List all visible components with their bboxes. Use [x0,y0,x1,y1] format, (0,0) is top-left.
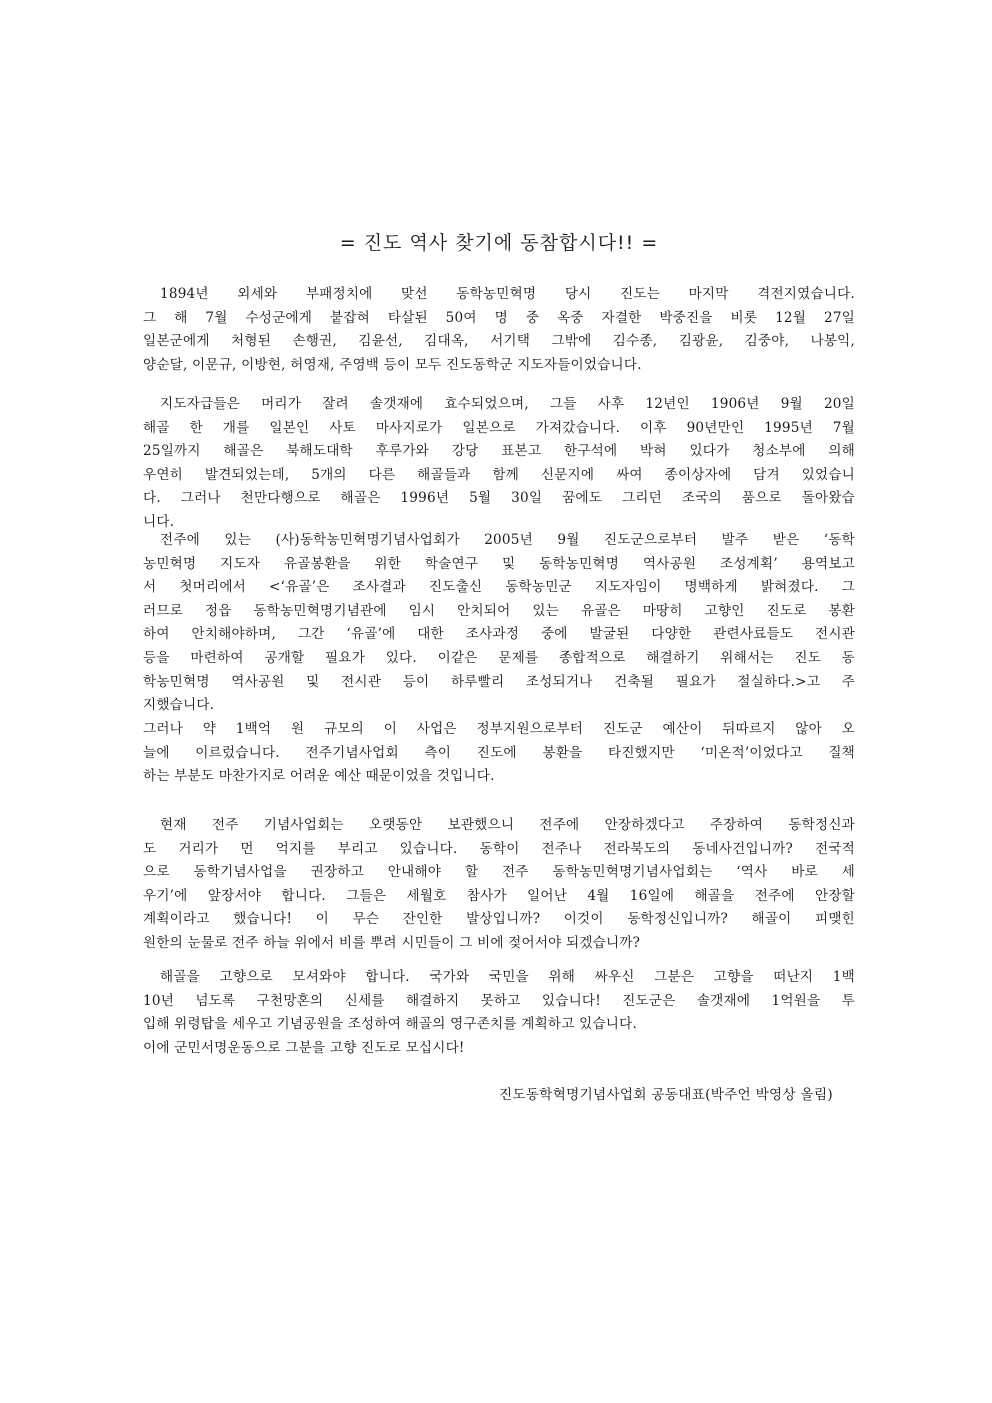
text-line: 다. 그러나 천만다행으로 해골은 1996년 5월 30일 꿈에도 그리던 조국의 품으로 돌아왔습 [143,490,855,507]
text-line: 해골을 고향으로 모셔와야 합니다. 국가와 국민을 위해 싸우신 그분은 고향을 떠난지 1백 [160,969,855,985]
text-line: 이에 군민서명운동으로 그분을 고향 진도로 모십시다! [143,1039,465,1056]
text-line: 우기’에 앞장서야 합니다. 그들은 세월호 참사가 일어난 4월 16일에 해골을 전주에 안장할 [143,887,855,904]
text-line: 우연히 발견되었는데, 5개의 다른 해골들과 함께 신문지에 싸여 종이상자에 담겨 있었습니 [143,466,855,483]
text-line: 지도자급들은 머리가 잘려 솔갯재에 효수되었으며, 그들 사후 12년인 1906년 9월 20일 [160,396,855,412]
text-line: 현재 전주 기념사업회는 오랫동안 보관했으니 전주에 안장하겠다고 주장하여 동학정신과 [160,817,855,833]
text-line: 25일까지 해골은 북해도대학 후루가와 강당 표본고 한구석에 박혀 있다가 청소부에 의해 [143,443,855,460]
text-line: 입해 위령탑을 세우고 기념공원을 조성하여 해골의 영구존치를 계획하고 있습니다. [143,1016,637,1033]
text-line: 양순달, 이문규, 이방현, 허영재, 주영백 등이 모두 진도동학군 지도자들이었습니다. [143,356,642,373]
paragraph-4 [143,718,855,789]
text-line: 해골 한 개를 일본인 사토 마사지로가 일본으로 가져갔습니다. 이후 90년만인 1995년 7월 [143,419,855,436]
text-line: 일본군에게 처형된 손행권, 김윤선, 김대옥, 서기택 그밖에 김수종, 김광윤, 김중야, 나봉익, [143,333,855,350]
text-line: 계획이라고 했습니다! 이 무슨 잔인한 발상입니까? 이것이 동학정신입니까? 해골이 피맺힌 [143,911,855,928]
text-line: 니다. [143,513,175,530]
text-line: 그러나 약 1백억 원 규모의 이 사업은 정부지원으로부터 진도군 예산이 뒤따르지 않아 오 [143,721,855,737]
text-line: 지했습니다. [143,697,215,714]
text-line: 늘에 이르렀습니다. 전주기념사업회 측이 진도에 봉환을 타진했지만 ‘미온적’이었다고 질책 [143,744,855,761]
text-line: 전주에 있는 (사)동학농민혁명기념사업회가 2005년 9월 진도군으로부터 발주 받은 ‘동학 [160,532,855,548]
paragraph-5 [143,814,855,956]
text-line: 하는 부분도 마찬가지로 어려운 예산 때문이었을 것입니다. [143,768,495,785]
text-line: 1894년 외세와 부패정치에 맞선 동학농민혁명 당시 진도는 마지막 격전지였습니다. [160,286,855,302]
text-line: 도 거리가 먼 억지를 부리고 있습니다. 동학이 전주나 전라북도의 동네사건입니까? 전국적 [143,840,855,857]
text-line: 원한의 눈물로 전주 하늘 위에서 비를 뿌려 시민들이 그 비에 젖어서야 되겠습니까? [143,934,641,951]
text-line: 러므로 정읍 동학농민혁명기념관에 임시 안치되어 있는 유골은 마땅히 고향인 진도로 봉환 [143,602,855,619]
text-line: 10년 넘도록 구천망혼의 신세를 해결하지 못하고 있습니다! 진도군은 솔갯재에 1억원을 투 [143,992,855,1009]
text-line: 농민혁명 지도자 유골봉환을 위한 학술연구 및 동학농민혁명 역사공원 조성계획’ 용역보고 [143,555,855,572]
paragraph-6 [143,966,855,1060]
document-title: = 진도 역사 찾기에 동참합시다!! = [339,232,659,254]
text-line: 학농민혁명 역사공원 및 전시관 등이 하루빨리 조성되거나 건축될 필요가 절실하다.>고 주 [143,673,855,690]
text-line: 서 첫머리에서 <‘유골’은 조사결과 진도출신 동학농민군 지도자임이 명백하게 밝혀졌다. 그 [143,579,855,596]
signature: 진도동학혁명기념사업회 공동대표(박주언 박영상 올림) [499,1087,833,1103]
paragraph-1 [143,283,855,377]
text-line: 하여 안치해야하며, 그간 ‘유골’에 대한 조사과정 중에 발굴된 다양한 관련사료들도 전시관 [143,626,855,643]
text-line: 등을 마련하여 공개할 필요가 있다. 이같은 문제를 종합적으로 해결하기 위해서는 진도 동 [143,649,855,666]
paragraph-3 [143,529,855,718]
paragraph-2 [143,393,855,535]
text-line: 으로 동학기념사업을 권장하고 안내해야 할 전주 동학농민혁명기념사업회는 ‘역사 바로 세 [143,864,855,881]
text-line: 그 해 7월 수성군에게 붙잡혀 타살된 50여 명 중 옥중 자결한 박중진을 비롯 12월 27일 [143,309,855,326]
